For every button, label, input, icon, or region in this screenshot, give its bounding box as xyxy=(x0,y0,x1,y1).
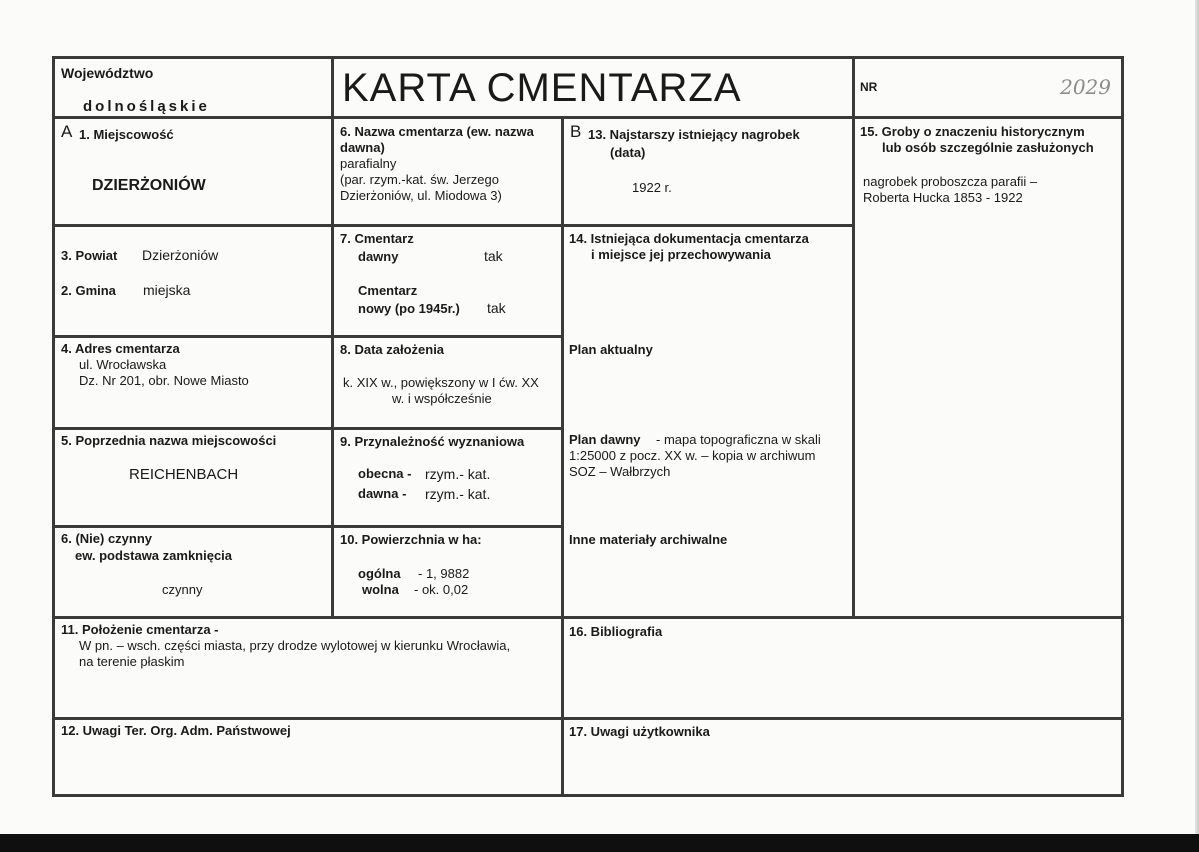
groby-historyczne-sublabel: lub osób szczególnie zasłużonych xyxy=(882,140,1094,155)
nr-label: NR xyxy=(860,80,878,94)
nazwa-cmentarza-value: parafialny xyxy=(340,156,397,171)
dokumentacja-label: 14. Istniejąca dokumentacja cmentarza xyxy=(569,231,809,246)
czynny-label: 6. (Nie) czynny xyxy=(61,531,153,546)
najstarszy-nagrobek-sublabel: (data) xyxy=(610,145,646,160)
data-zalozenia-cell xyxy=(331,335,564,430)
polozenie-value-1: W pn. – wsch. części miasta, przy drodze wylotowej w kierunku Wrocławia, xyxy=(79,638,511,653)
plan-aktualny-label: Plan aktualny xyxy=(569,342,653,357)
groby-historyczne-value-1: nagrobek proboszcza parafii – xyxy=(863,174,1038,189)
ogolna-value: - 1, 9882 xyxy=(418,566,470,581)
powiat-value: Dzierżoniów xyxy=(142,247,219,263)
plan-dawny-label: Plan dawny xyxy=(569,432,641,447)
ogolna-label: ogólna xyxy=(358,566,401,581)
uwagi-ter-org-cell xyxy=(52,717,564,797)
uwagi-uzytkownika-cell xyxy=(561,717,1124,797)
groby-historyczne-value-2: Roberta Hucka 1853 - 1922 xyxy=(863,190,1023,205)
czynny-value: czynny xyxy=(162,582,203,597)
data-zalozenia-value-2: w. i współcześnie xyxy=(392,391,492,406)
poprzednia-nazwa-value: REICHENBACH xyxy=(129,466,239,483)
dawna-value: rzym.- kat. xyxy=(425,486,491,502)
bibliografia-label: 16. Bibliografia xyxy=(569,624,663,639)
gmina-value: miejska xyxy=(143,282,191,298)
powiat-label: 3. Powiat xyxy=(61,248,118,263)
przynaleznosc-label: 9. Przynależność wyznaniowa xyxy=(340,434,525,449)
wojewodztwo-label: Województwo xyxy=(61,65,154,81)
dawna-label: dawna - xyxy=(358,486,407,501)
czynny-cell xyxy=(52,525,334,619)
poprzednia-nazwa-cell xyxy=(52,427,334,528)
plan-dawny-value-3: SOZ – Wałbrzych xyxy=(569,464,671,479)
cmentarz-typ-cell xyxy=(331,224,564,338)
obecna-value: rzym.- kat. xyxy=(425,466,491,482)
adres-label: 4. Adres cmentarza xyxy=(61,341,180,356)
cmentarz-dawny-sublabel: dawny xyxy=(358,249,399,264)
cmentarz-nowy-label: Cmentarz xyxy=(358,283,418,298)
cmentarz-dawny-label: 7. Cmentarz xyxy=(340,231,414,246)
powierzchnia-cell xyxy=(331,525,564,619)
najstarszy-nagrobek-value: 1922 r. xyxy=(632,180,672,195)
cmentarz-nowy-value: tak xyxy=(487,300,506,316)
nazwa-cmentarza-cell xyxy=(331,116,564,227)
miejscowosc-value: DZIERŻONIÓW xyxy=(92,177,206,194)
najstarszy-nagrobek-cell xyxy=(561,116,855,227)
powiat-gmina-cell xyxy=(52,224,334,338)
wojewodztwo-cell xyxy=(52,56,334,119)
groby-historyczne-label: 15. Groby o znaczeniu historycznym xyxy=(860,124,1085,139)
wojewodztwo-value: dolnośląskie xyxy=(83,98,210,115)
przynaleznosc-cell xyxy=(331,427,564,528)
inne-materialy-label: Inne materiały archiwalne xyxy=(569,532,728,547)
polozenie-label: 11. Położenie cmentarza - xyxy=(61,622,219,637)
uwagi-uzytkownika-label: 17. Uwagi użytkownika xyxy=(569,724,710,739)
adres-ulica: ul. Wrocławska xyxy=(79,357,167,372)
adres-cell xyxy=(52,335,334,430)
cmentarz-nowy-sublabel: nowy (po 1945r.) xyxy=(358,301,460,316)
powierzchnia-label: 10. Powierzchnia w ha: xyxy=(340,532,482,547)
scan-border xyxy=(0,834,1199,852)
miejscowosc-cell xyxy=(52,116,334,227)
plan-dawny-value-1: - mapa topograficzna w skali xyxy=(656,432,821,447)
data-zalozenia-value-1: k. XIX w., powiększony w I ćw. XX xyxy=(343,375,539,390)
data-zalozenia-label: 8. Data założenia xyxy=(340,342,445,357)
cmentarz-dawny-value: tak xyxy=(484,248,503,264)
section-a-letter: A xyxy=(61,122,73,141)
adres-dzialka: Dz. Nr 201, obr. Nowe Miasto xyxy=(79,373,249,388)
wolna-value: - ok. 0,02 xyxy=(414,582,469,597)
nr-cell xyxy=(852,56,1124,119)
gmina-label: 2. Gmina xyxy=(61,283,116,298)
plan-dawny-value-2: 1:25000 z pocz. XX w. – kopia w archiwum xyxy=(569,448,816,463)
dokumentacja-cell xyxy=(561,224,855,619)
czynny-sublabel: ew. podstawa zamknięcia xyxy=(75,548,233,563)
nazwa-cmentarza-detail: (par. rzym.-kat. św. Jerzego Dzierżoniów, ul. Miodowa 3) xyxy=(340,172,502,203)
bibliografia-cell xyxy=(561,616,1124,720)
uwagi-ter-org-label: 12. Uwagi Ter. Org. Adm. Państwowej xyxy=(61,723,291,738)
poprzednia-nazwa-label: 5. Poprzednia nazwa miejscowości xyxy=(61,433,277,448)
najstarszy-nagrobek-label: 13. Najstarszy istniejący nagrobek xyxy=(588,127,800,142)
groby-historyczne-cell xyxy=(852,116,1124,619)
wolna-label: wolna xyxy=(362,582,399,597)
polozenie-cell xyxy=(52,616,564,720)
miejscowosc-label: 1. Miejscowość xyxy=(79,127,174,142)
title-cell xyxy=(331,56,855,119)
dokumentacja-sublabel: i miejsce jej przechowywania xyxy=(591,247,771,262)
obecna-label: obecna - xyxy=(358,466,412,481)
scan-edge xyxy=(1195,0,1199,852)
nazwa-cmentarza-label: 6. Nazwa cmentarza (ew. nazwa dawna) xyxy=(340,124,534,155)
page-title: KARTA CMENTARZA xyxy=(342,66,742,110)
polozenie-value-2: na terenie płaskim xyxy=(79,654,185,669)
section-b-letter: B xyxy=(570,122,582,141)
nr-handwritten-value: 2029 xyxy=(1060,75,1111,99)
